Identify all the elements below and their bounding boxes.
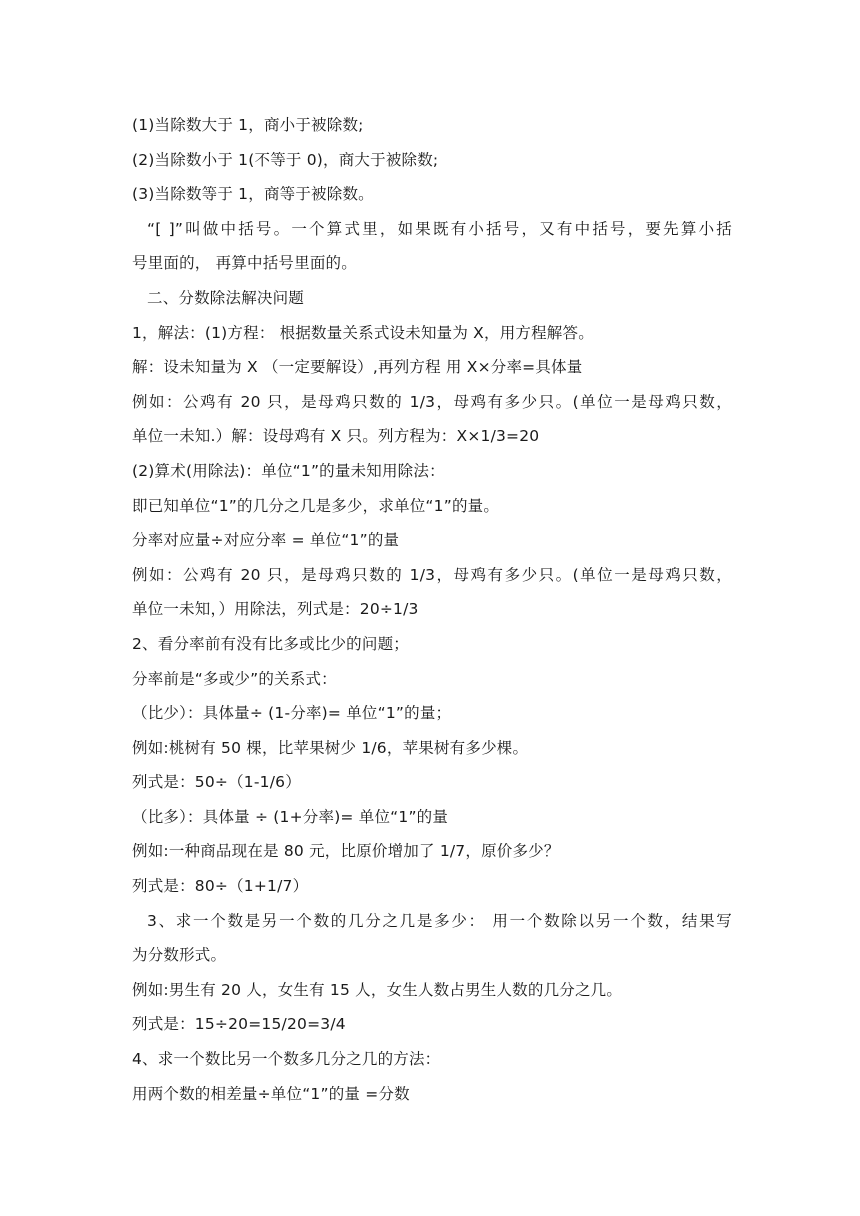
text-line-23: 列式是：80÷（1+1/7） <box>132 877 309 896</box>
text-line-14: 例如：公鸡有 20 只，是母鸡只数的 1/3，母鸡有多少只。(单位一是母鸡只数， <box>132 565 732 584</box>
text-line-16: 2、看分率前有没有比多或比少的问题； <box>132 634 409 653</box>
text-line-12: 即已知单位“1”的几分之几是多少，求单位“1”的量。 <box>132 496 500 515</box>
text-line-26: 例如:男生有 20 人，女生有 15 人，女生人数占男生人数的几分之几。 <box>132 980 623 999</box>
text-line-28: 4、求一个数比另一个数多几分之几的方法： <box>132 1050 441 1069</box>
text-line-10: 单位一未知.）解：设母鸡有 X 只。列方程为：X×1/3=20 <box>132 427 540 446</box>
text-line-25: 为分数形式。 <box>132 946 227 965</box>
text-line-1: (1)当除数大于 1，商小于被除数; <box>132 116 364 134</box>
text-line-4: “[ ]”叫做中括号。一个算式里，如果既有小括号，又有中括号，要先算小括 <box>147 219 732 238</box>
text-line-7: 1，解法：(1)方程： 根据数量关系式设未知量为 X，用方程解答。 <box>132 323 594 342</box>
text-line-17: 分率前是“多或少”的关系式： <box>132 669 337 688</box>
text-line-21: （比多）：具体量 ÷ (1+分率)= 单位“1”的量 <box>132 807 449 826</box>
text-line-11: (2)算术(用除法)：单位“1”的量未知用除法： <box>132 461 445 480</box>
text-line-3: (3)当除数等于 1，商等于被除数。 <box>132 185 374 204</box>
text-line-2: (2)当除数小于 1(不等于 0)，商大于被除数; <box>132 150 439 169</box>
text-line-22: 例如:一种商品现在是 80 元，比原价增加了 1/7，原价多少？ <box>132 842 560 861</box>
text-line-20: 列式是：50÷（1-1/6） <box>132 773 301 792</box>
text-line-19: 例如:桃树有 50 棵，比苹果树少 1/6，苹果树有多少棵。 <box>132 738 529 757</box>
text-line-15: 单位一未知，）用除法，列式是：20÷1/3 <box>132 600 419 619</box>
text-line-8: 解：设未知量为 X （一定要解设）,再列方程 用 X×分率=具体量 <box>132 358 583 377</box>
text-line-18: （比少）：具体量÷ (1-分率)= 单位“1”的量； <box>132 704 452 723</box>
section-heading: 二、分数除法解决问题 <box>147 288 305 307</box>
text-line-27: 列式是：15÷20=15/20=3/4 <box>132 1015 346 1034</box>
text-line-5: 号里面的， 再算中括号里面的。 <box>132 254 357 273</box>
text-line-9: 例如：公鸡有 20 只，是母鸡只数的 1/3，母鸡有多少只。(单位一是母鸡只数， <box>132 392 732 411</box>
text-line-13: 分率对应量÷对应分率 = 单位“1”的量 <box>132 531 400 550</box>
document-body <box>132 108 732 1111</box>
text-line-24: 3、求一个数是另一个数的几分之几是多少： 用一个数除以另一个数，结果写 <box>147 911 732 930</box>
text-line-29: 用两个数的相差量÷单位“1”的量 =分数 <box>132 1084 410 1103</box>
